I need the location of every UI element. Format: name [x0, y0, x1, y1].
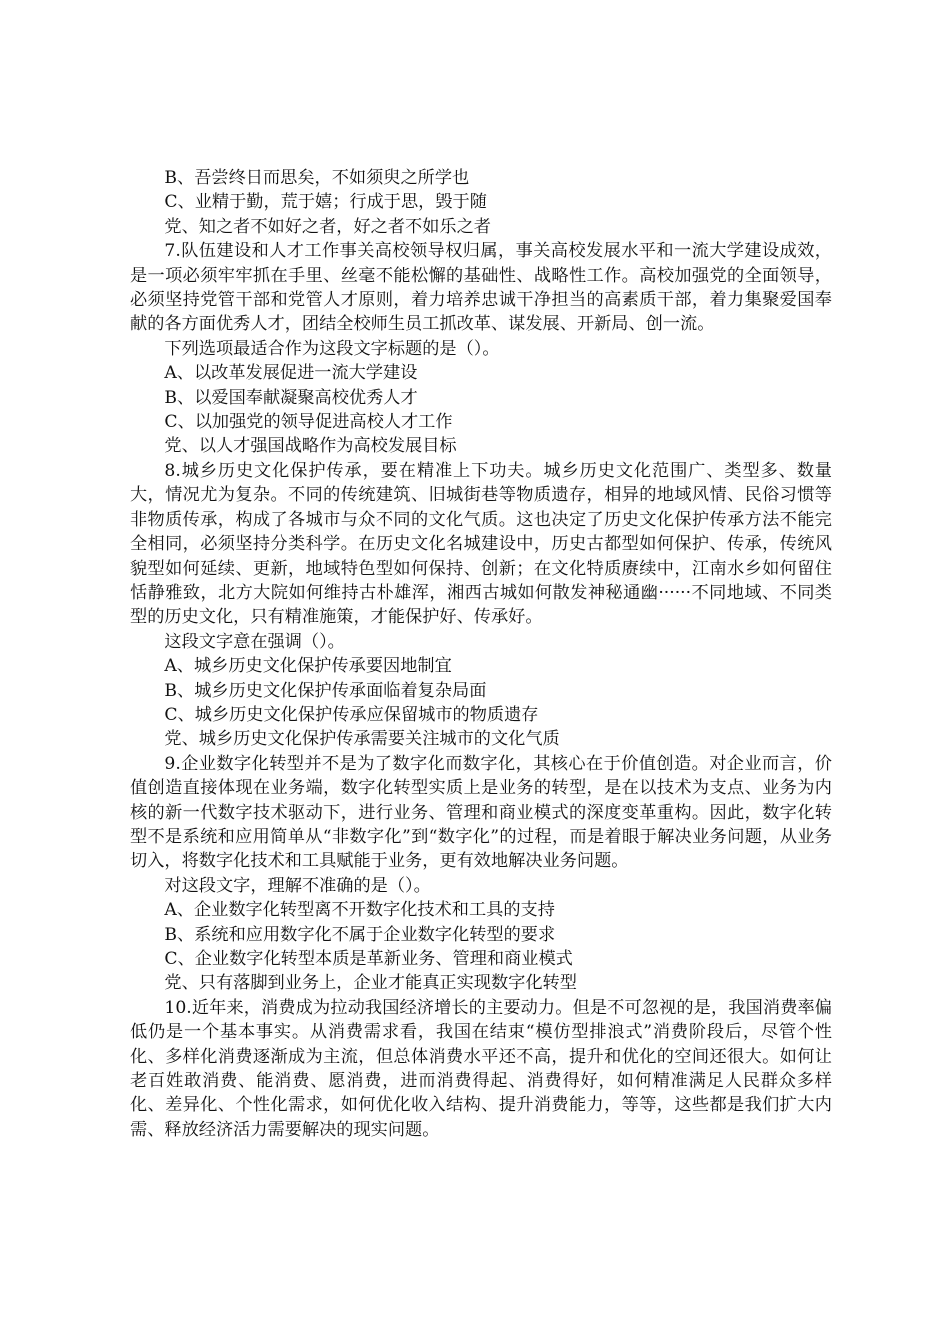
document-page — [130, 166, 832, 1142]
option-b-q6: B、吾尝终日而思矣，不如须臾之所学也 — [164, 168, 470, 188]
option-a-q8: A、城乡历史文化保护传承要因地制宜 — [164, 656, 452, 677]
question-8-prompt: 这段文字意在强调（）。 — [164, 631, 345, 652]
option-c-q6: C、业精于勤，荒于嬉；行成于思，毁于随 — [164, 192, 487, 213]
option-b-q8: B、城乡历史文化保护传承面临着复杂局面 — [164, 680, 487, 701]
option-b-q9: B、系统和应用数字化不属于企业数字化转型的要求 — [164, 924, 556, 945]
option-c-q9: C、企业数字化转型本质是革新业务、管理和商业模式 — [164, 949, 573, 969]
option-c-q7: C、以加强党的领导促进高校人才工作 — [164, 412, 453, 433]
question-7-passage: 7.队伍建设和人才工作事关高校领导权归属，事关高校发展水平和一流大学建设成效，是一项必须牢牢抓在手里、丝毫不能松懈的基础性、战略性工作。高校加强党的全面领导，必须坚持党管干部和党管人才原则，着力培养忠诚干净担当的高素质干部，着力集聚爱国奉献的各方面优秀人才，团结全校师生员工抓改革、谋发展、开新局、创一流。 — [130, 241, 832, 335]
option-d-q8: 党、城乡历史文化保护传承需要关注城市的文化气质 — [164, 729, 560, 750]
option-d-q7: 党、以人才强国战略作为高校发展目标 — [164, 436, 457, 457]
question-10-passage: 10.近年来，消费成为拉动我国经济增长的主要动力。但是不可忽视的是，我国消费率偏低仍是一个基本事实。从消费需求看，我国在结束“模仿型排浪式”消费阶段后，尽管个性化、多样化消费逐渐成为主流，但总体消费水平还不高，提升和优化的空间还很大。如何让老百姓敢消费、能消费、愿消费，进而消费得起、消费得好，如何精准满足人民群众多样化、差异化、个性化需求，如何优化收入结构、提升消费能力，等等，这些都是我们扩大内需、释放经济活力需要解决的现实问题。 — [130, 997, 832, 1140]
question-7-prompt: 下列选项最适合作为这段文字标题的是（）。 — [164, 338, 500, 359]
question-8-passage: 8.城乡历史文化保护传承，要在精准上下功夫。城乡历史文化范围广、类型多、数量大，情况尤为复杂。不同的传统建筑、旧城街巷等物质遗存，相异的地域风情、民俗习惯等非物质传承，构成了各城市与众不同的文化气质。这也决定了历史文化保护传承方法不能完全相同，必须坚持分类科学。在历史文化名城建设中，历史古都型如何保护、传承，传统风貌型如何延续、更新，地域特色型如何保持、创新；在文化特质赓续中，江南水乡如何留住恬静雅致，北方大院如何维持古朴雄浑，湘西古城如何散发神秘通幽······不同地域、不同类型的历史文化，只有精准施策，才能保护好、传承好。 — [130, 460, 832, 628]
option-a-q7: A、以改革发展促进一流大学建设 — [164, 363, 418, 384]
question-9-prompt: 对这段文字，理解不准确的是（）。 — [164, 875, 431, 896]
option-d-q9: 党、只有落脚到业务上，企业才能真正实现数字化转型 — [164, 973, 577, 994]
question-9-passage: 9.企业数字化转型并不是为了数字化而数字化，其核心在于价值创造。对企业而言，价值创造直接体现在业务端，数字化转型实质上是业务的转型，是在以技术为支点、业务为内核的新一代数字技术驱动下，进行业务、管理和商业模式的深度变革重构。因此，数字化转型不是系统和应用简单从“非数字化”到“数字化”的过程，而是着眼于解决业务问题，从业务切入，将数字化技术和工具赋能于业务，更有效地解决业务问题。 — [130, 753, 832, 872]
option-a-q9: A、企业数字化转型离不开数字化技术和工具的支持 — [164, 900, 555, 921]
option-c-q8: C、城乡历史文化保护传承应保留城市的物质遗存 — [164, 704, 539, 725]
option-d-q6: 党、知之者不如好之者，好之者不如乐之者 — [164, 216, 491, 237]
option-b-q7: B、以爱国奉献凝聚高校优秀人才 — [164, 387, 418, 408]
